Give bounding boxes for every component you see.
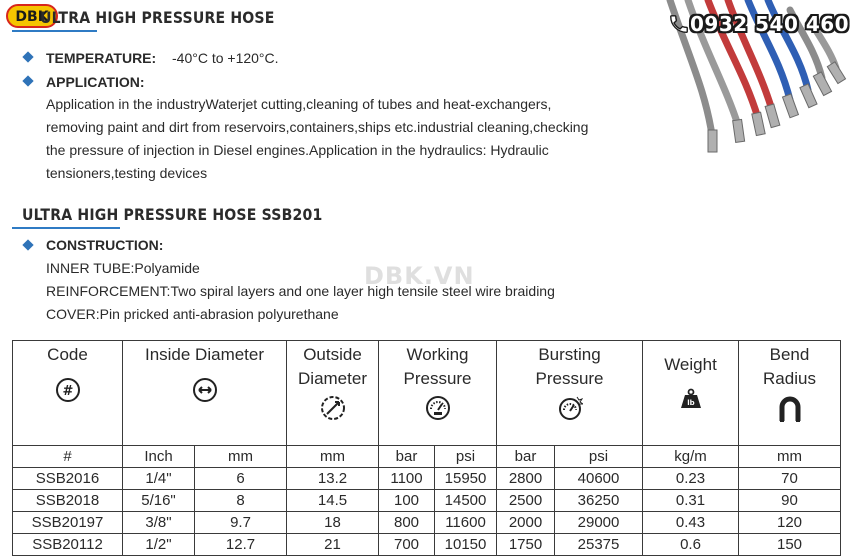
application-line: removing paint and dirt from reservoirs,containers,ships etc.industrial cleaning,checking [46, 119, 589, 135]
cell-weight: 0.6 [643, 534, 739, 556]
table-row [13, 534, 841, 556]
application-line: tensioners,testing devices [46, 165, 208, 181]
bend-radius-icon [777, 395, 803, 423]
cell-weight: 0.23 [643, 468, 739, 490]
cell-weight: 0.43 [643, 512, 739, 534]
cell-bp-bar: 2000 [497, 512, 555, 534]
application-label: APPLICATION: [46, 74, 145, 90]
temperature-label: TEMPERATURE: [46, 50, 157, 66]
temperature-value: -40°C to +120°C. [172, 50, 279, 66]
cell-inch: 5/16" [123, 490, 195, 512]
cell-weight: 0.31 [643, 490, 739, 512]
svg-text:DBK: DBK [15, 9, 49, 25]
watermark: DBK.VN [364, 262, 475, 290]
cell-id-mm: 9.7 [195, 512, 287, 534]
cell-bp-bar: 2500 [497, 490, 555, 512]
weight-icon [679, 387, 703, 411]
unit-cell: # [13, 446, 123, 468]
cell-bp-psi: 25375 [555, 534, 643, 556]
table-units-row [13, 446, 841, 468]
construction-line: REINFORCEMENT:Two spiral layers and one layer high tensile steel wire braiding [46, 283, 555, 299]
cell-bp-bar: 1750 [497, 534, 555, 556]
header-working-pressure: Working Pressure [379, 341, 497, 446]
header-bend-radius: Bend Radius [739, 341, 841, 446]
header-outside-diameter: Outside Diameter [287, 341, 379, 446]
application-line: Application in the industryWaterjet cutting,cleaning of tubes and heat-exchangers, [46, 96, 552, 112]
cell-bend: 90 [739, 490, 841, 512]
application-line: the pressure of injection in Diesel engines.Application in the hydraulics: Hydraulic [46, 142, 549, 158]
cell-bp-psi: 29000 [555, 512, 643, 534]
cell-code: SSB20112 [13, 534, 123, 556]
cell-bend: 150 [739, 534, 841, 556]
cell-bend: 120 [739, 512, 841, 534]
table-header-row [13, 341, 841, 446]
cell-wp-bar: 100 [379, 490, 435, 512]
cell-od-mm: 18 [287, 512, 379, 534]
cell-wp-bar: 800 [379, 512, 435, 534]
cell-inch: 3/8" [123, 512, 195, 534]
cell-od-mm: 13.2 [287, 468, 379, 490]
table-row [13, 512, 841, 534]
bullet-icon [22, 51, 33, 62]
cell-wp-bar: 1100 [379, 468, 435, 490]
construction-line: INNER TUBE:Polyamide [46, 260, 200, 276]
section-title-ssb201: ULTRA HIGH PRESSURE HOSE SSB201 [22, 205, 323, 224]
bullet-icon [22, 75, 33, 86]
outside-diameter-icon [320, 395, 346, 421]
phone-text: 0932 540 460 [690, 12, 850, 36]
cell-wp-bar: 700 [379, 534, 435, 556]
spec-table [12, 340, 841, 556]
unit-cell: psi [435, 446, 497, 468]
title-underline [12, 227, 120, 229]
unit-cell: psi [555, 446, 643, 468]
cell-wp-psi: 15950 [435, 468, 497, 490]
unit-cell: mm [287, 446, 379, 468]
cell-id-mm: 12.7 [195, 534, 287, 556]
hash-icon [55, 377, 81, 403]
cell-bp-bar: 2800 [497, 468, 555, 490]
cell-id-mm: 6 [195, 468, 287, 490]
application-text [46, 93, 646, 185]
header-code: Code # [13, 341, 123, 446]
burst-gauge-icon [557, 395, 583, 421]
cell-wp-psi: 14500 [435, 490, 497, 512]
construction-line: COVER:Pin pricked anti-abrasion polyurethane [46, 306, 339, 322]
unit-cell: mm [195, 446, 287, 468]
cell-inch: 1/2" [123, 534, 195, 556]
unit-cell: bar [497, 446, 555, 468]
header-inside-diameter: Inside Diameter [123, 341, 287, 446]
header-bursting-pressure: Bursting Pressure [497, 341, 643, 446]
cell-od-mm: 21 [287, 534, 379, 556]
cell-wp-psi: 10150 [435, 534, 497, 556]
cell-bp-psi: 40600 [555, 468, 643, 490]
cell-od-mm: 14.5 [287, 490, 379, 512]
title-underline [12, 30, 97, 32]
bullet-icon [22, 239, 33, 250]
phone-number [668, 11, 849, 37]
unit-cell: kg/m [643, 446, 739, 468]
cell-bp-psi: 36250 [555, 490, 643, 512]
unit-cell: Inch [123, 446, 195, 468]
svg-text:lb: lb [686, 399, 695, 407]
cell-wp-psi: 11600 [435, 512, 497, 534]
cell-id-mm: 8 [195, 490, 287, 512]
cell-inch: 1/4" [123, 468, 195, 490]
table-row [13, 468, 841, 490]
construction-text [46, 257, 646, 326]
header-weight: Weight lb [643, 341, 739, 446]
phone-icon [668, 13, 690, 35]
cell-code: SSB20197 [13, 512, 123, 534]
unit-cell: bar [379, 446, 435, 468]
cell-bend: 70 [739, 468, 841, 490]
section-title: ULTRA HIGH PRESSURE HOSE [40, 8, 275, 27]
svg-text:#: # [62, 384, 73, 399]
construction-label: CONSTRUCTION: [46, 237, 164, 253]
cell-code: SSB2018 [13, 490, 123, 512]
unit-cell: mm [739, 446, 841, 468]
diameter-arrow-icon [192, 377, 218, 403]
cell-code: SSB2016 [13, 468, 123, 490]
table-row [13, 490, 841, 512]
pressure-gauge-icon [425, 395, 451, 421]
